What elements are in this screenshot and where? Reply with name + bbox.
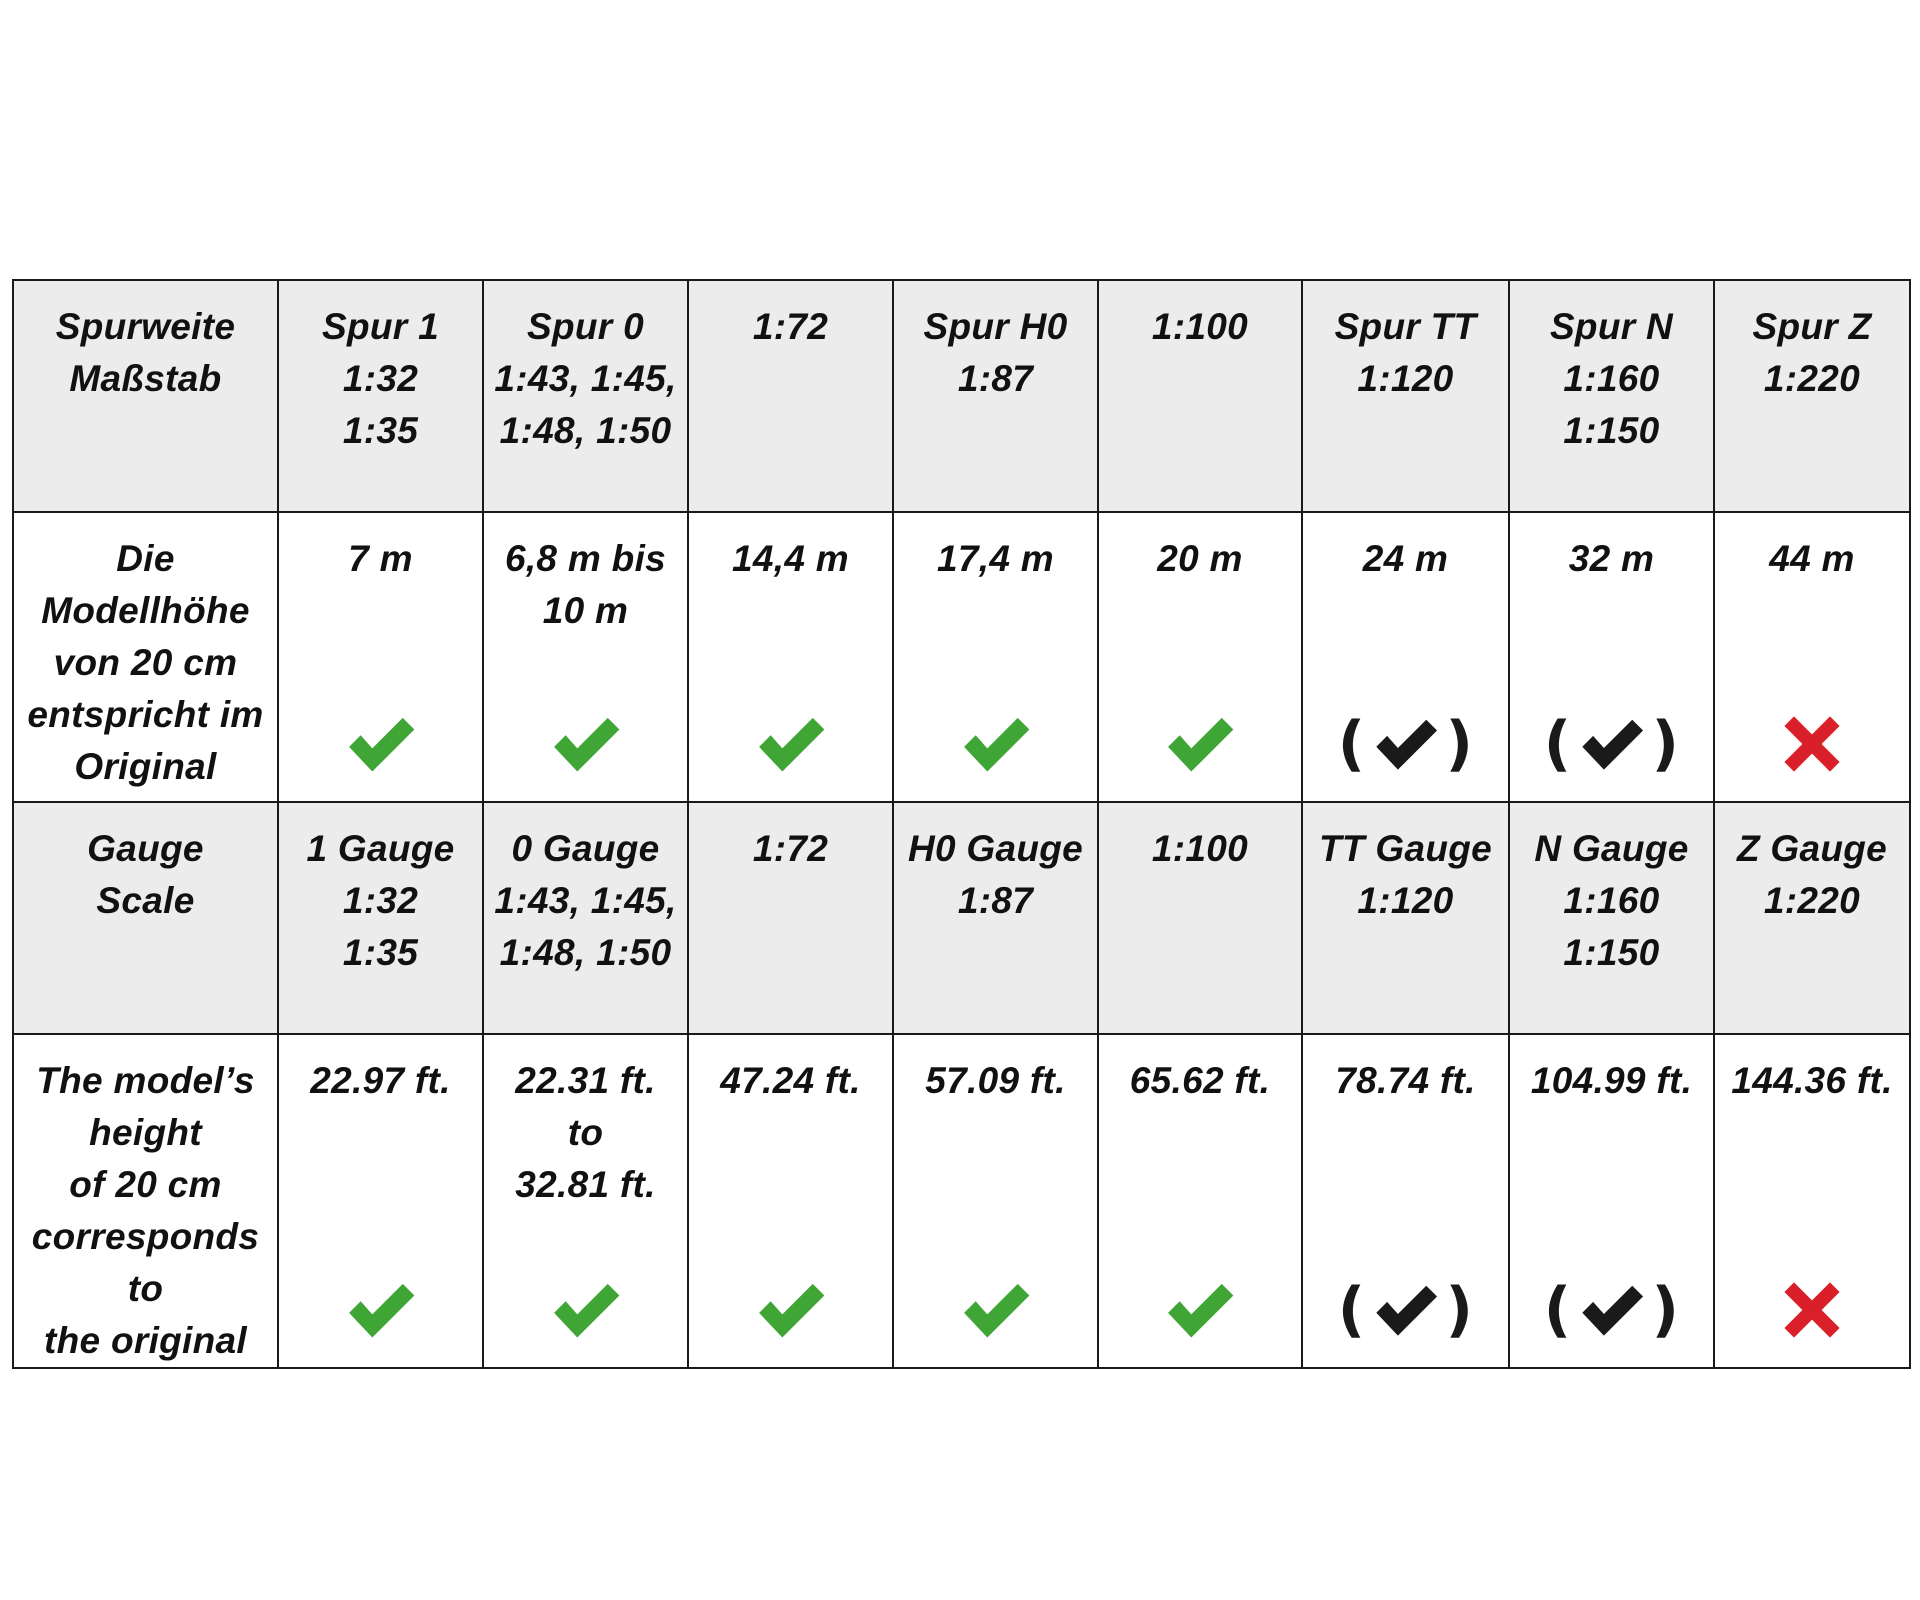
table-cell — [893, 802, 1098, 1034]
table-cell — [688, 802, 893, 1034]
cell-text: 1 Gauge 1:32 1:35 — [306, 828, 455, 973]
table-cell — [1509, 802, 1714, 1034]
cell-text: Spur 1 1:32 1:35 — [322, 306, 439, 451]
cell-text: N Gauge 1:160 1:150 — [1534, 828, 1689, 973]
table-cell — [1509, 1034, 1714, 1368]
table-cell — [1714, 1034, 1910, 1368]
cell-text: TT Gauge 1:120 — [1318, 828, 1493, 921]
check-icon — [1099, 1275, 1301, 1345]
value-row — [13, 512, 1910, 802]
cell-text: 14,4 m — [732, 538, 849, 579]
cell-text: 1:72 — [752, 828, 829, 869]
cell-text: 22.97 ft. — [310, 1060, 451, 1101]
check-icon — [894, 709, 1097, 779]
cell-text: 7 m — [348, 538, 413, 579]
table-cell — [1509, 280, 1714, 512]
cell-text: Spur 0 1:43, 1:45, 1:48, 1:50 — [494, 306, 677, 451]
cell-text: Spurweite Maßstab — [55, 306, 236, 399]
cell-text: The model’s height of 20 cm corresponds to the original — [31, 1060, 260, 1361]
header-row — [13, 280, 1910, 512]
cell-text: 32 m — [1568, 538, 1655, 579]
cell-text: Die Modellhöhe von 20 cm entspricht im Original — [27, 538, 264, 787]
table-cell — [1509, 512, 1714, 802]
table-cell — [483, 1034, 688, 1368]
table-cell — [893, 280, 1098, 512]
cell-text: 144.36 ft. — [1731, 1060, 1893, 1101]
row-label-cell — [13, 1034, 278, 1368]
table-cell — [1714, 280, 1910, 512]
table-cell — [278, 1034, 483, 1368]
cell-text: 24 m — [1362, 538, 1449, 579]
cell-text: Spur Z 1:220 — [1752, 306, 1872, 399]
parenthesized-check-icon: ( ) — [1543, 1275, 1680, 1345]
check-icon — [689, 1275, 892, 1345]
cell-text: 22.31 ft. to 32.81 ft. — [515, 1060, 656, 1205]
scale-comparison-table — [12, 279, 1911, 1369]
table-cell — [483, 280, 688, 512]
cell-text: 57.09 ft. — [925, 1060, 1066, 1101]
cell-text: 1:72 — [752, 306, 829, 347]
table-cell — [1098, 512, 1302, 802]
row-label-cell — [13, 280, 278, 512]
cell-text: Gauge Scale — [87, 828, 204, 921]
cell-text: Spur TT 1:120 — [1334, 306, 1477, 399]
check-icon — [689, 709, 892, 779]
cross-icon — [1715, 1275, 1909, 1345]
cell-text: 65.62 ft. — [1129, 1060, 1271, 1101]
table-cell — [1098, 1034, 1302, 1368]
table-cell — [278, 280, 483, 512]
parenthesized-check-icon: ( ) — [1337, 1275, 1474, 1345]
table-cell — [1098, 280, 1302, 512]
header-row — [13, 802, 1910, 1034]
parenthesized-check-icon: ( ) — [1543, 709, 1680, 779]
table-cell — [688, 512, 893, 802]
table-cell — [893, 1034, 1098, 1368]
check-icon — [484, 709, 687, 779]
check-icon — [484, 1275, 687, 1345]
table-cell — [1302, 280, 1509, 512]
table-cell — [1302, 1034, 1509, 1368]
check-icon — [279, 709, 482, 779]
check-icon — [894, 1275, 1097, 1345]
check-icon — [279, 1275, 482, 1345]
table-cell — [483, 512, 688, 802]
cell-text: 47.24 ft. — [720, 1060, 861, 1101]
cell-text: 20 m — [1157, 538, 1243, 579]
cell-text: 0 Gauge 1:43, 1:45, 1:48, 1:50 — [494, 828, 677, 973]
table-cell — [688, 280, 893, 512]
table-cell — [1098, 802, 1302, 1034]
cell-text: 44 m — [1769, 538, 1855, 579]
table-body — [13, 280, 1910, 1368]
table-cell — [1714, 802, 1910, 1034]
cell-text: 104.99 ft. — [1530, 1060, 1693, 1101]
table-cell — [1302, 512, 1509, 802]
table-cell — [1714, 512, 1910, 802]
table-cell — [893, 512, 1098, 802]
cell-text: H0 Gauge 1:87 — [907, 828, 1084, 921]
cell-text: Z Gauge 1:220 — [1736, 828, 1888, 921]
table-cell — [483, 802, 688, 1034]
cell-text: 6,8 m bis 10 m — [504, 538, 667, 631]
cell-text: 1:100 — [1151, 306, 1249, 347]
table-cell — [1302, 802, 1509, 1034]
row-label-cell — [13, 802, 278, 1034]
cell-text: Spur H0 1:87 — [923, 306, 1068, 399]
parenthesized-check-icon: ( ) — [1337, 709, 1474, 779]
cell-text: 78.74 ft. — [1335, 1060, 1476, 1101]
table-cell — [688, 1034, 893, 1368]
cell-text: 17,4 m — [937, 538, 1054, 579]
table-cell — [278, 512, 483, 802]
check-icon — [1099, 709, 1301, 779]
row-label-cell — [13, 512, 278, 802]
cross-icon — [1715, 709, 1909, 779]
value-row — [13, 1034, 1910, 1368]
table-cell — [278, 802, 483, 1034]
cell-text: 1:100 — [1151, 828, 1249, 869]
cell-text: Spur N 1:160 1:150 — [1549, 306, 1674, 451]
